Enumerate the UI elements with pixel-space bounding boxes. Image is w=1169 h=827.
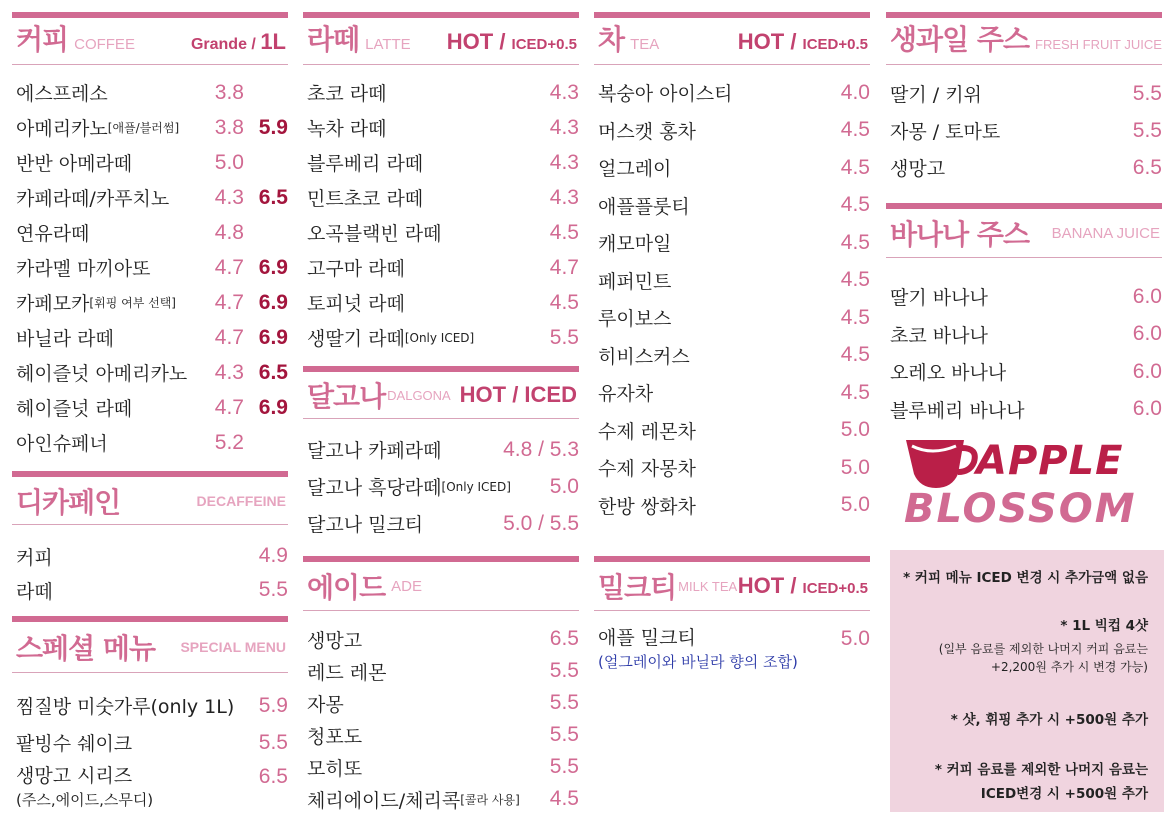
item-price: 4.5 [840, 380, 870, 404]
section-title: 에이드 [307, 571, 386, 604]
menu-item [12, 573, 288, 607]
menu-item [594, 623, 870, 671]
section-header [886, 18, 1162, 64]
item-name: 카페모카 [16, 293, 90, 315]
menu-item [886, 75, 1162, 112]
item-name: 블루베리 라떼 [307, 153, 424, 175]
menu-item [303, 110, 579, 145]
item-price: 5.0 / 5.5 [503, 511, 579, 535]
temperature-label: HOT / ICED [459, 382, 577, 407]
item-name: 초코 바나나 [890, 324, 988, 347]
item-price: 4.3 [549, 115, 579, 139]
item-name: 아인슈페너 [16, 433, 108, 455]
item-price: 6.0 [1132, 284, 1162, 308]
item-price: 5.2 [214, 430, 244, 454]
menu-item [303, 145, 579, 180]
menu-item [12, 390, 288, 425]
item-price: 4.3 [549, 150, 579, 174]
item-name: 아메리카노 [16, 118, 108, 140]
item-price: 4.3 [549, 185, 579, 209]
item-price: 4.5 [840, 305, 870, 329]
temperature-label: HOT / ICED+0.5 [737, 573, 868, 598]
item-name: 생망고 [890, 158, 946, 180]
item-price: 5.5 [549, 659, 579, 682]
menu-item [886, 353, 1162, 391]
item-price: 3.8 [214, 115, 244, 139]
section-subtitle: SPECIAL MENU [180, 639, 286, 655]
item-name: 고구마 라떼 [307, 258, 405, 280]
item-subnote: (얼그레이와 바닐라 향의 조합) [598, 653, 798, 671]
item-price: 6.0 [1132, 322, 1162, 346]
menu-item [594, 187, 870, 225]
tea-list [594, 65, 870, 524]
item-name: 유자차 [598, 383, 654, 406]
item-price: 5.5 [1132, 81, 1162, 105]
section-subtitle: MILK TEA [678, 578, 738, 594]
menu-item [886, 112, 1162, 149]
item-price: 4.7 [214, 290, 244, 314]
section-header [594, 562, 870, 610]
section-subtitle: TEA [630, 36, 660, 53]
item-name: 토피넛 라떼 [307, 293, 405, 315]
section-title: 디카페인 [16, 485, 121, 519]
menu-item [12, 320, 288, 355]
menu-item [12, 425, 288, 460]
size-label: Grande / 1L [190, 29, 286, 54]
section-header [303, 18, 579, 64]
item-price: 6.0 [1132, 359, 1162, 383]
special-list [12, 673, 288, 812]
section-title: 라떼 [307, 23, 360, 56]
section-title: 바나나 주스 [890, 218, 1029, 251]
item-name: 페퍼민트 [598, 270, 672, 293]
item-name: 카페라떼/카푸치노 [16, 188, 170, 210]
item-name: 모히또 [307, 757, 363, 780]
menu-item [886, 391, 1162, 429]
item-price-large: 6.9 [258, 290, 288, 314]
item-price: 4.7 [549, 255, 579, 279]
item-price: 5.5 [549, 325, 579, 349]
item-note: [콜라 사용] [460, 792, 520, 807]
item-name: 머스캣 홍차 [598, 120, 696, 143]
section-latte [303, 12, 579, 355]
item-name: 카라멜 마끼아또 [16, 258, 151, 280]
menu-item [303, 687, 579, 719]
juice-list [886, 65, 1162, 186]
item-name: 애플 밀크티 [598, 627, 696, 649]
item-name: 오곡블랙빈 라떼 [307, 223, 442, 245]
item-price: 4.5 [840, 193, 870, 217]
section-decaf [12, 471, 288, 607]
item-price: 4.3 [214, 185, 244, 209]
item-name: 팥빙수 쉐이크 [16, 733, 133, 755]
column-juice [886, 0, 1162, 802]
menu-item [12, 539, 288, 573]
menu-item [594, 74, 870, 112]
menu-item [12, 145, 288, 180]
item-price: 6.5 [258, 765, 288, 788]
section-header [303, 372, 579, 418]
item-name: 헤이즐넛 라떼 [16, 398, 133, 420]
menu-item [303, 655, 579, 687]
section-ade [303, 556, 579, 815]
item-price: 4.5 [840, 118, 870, 142]
item-price: 4.5 [549, 290, 579, 314]
item-price: 5.0 [214, 150, 244, 174]
menu-item [594, 337, 870, 375]
menu-item [886, 149, 1162, 186]
item-price: 5.5 [1132, 118, 1162, 142]
item-price: 5.5 [549, 691, 579, 714]
section-dalgona [303, 366, 579, 542]
item-name: 히비스커스 [598, 345, 690, 368]
item-name: 달고나 밀크티 [307, 514, 424, 536]
decaf-list [12, 525, 288, 607]
item-name: 연유라떼 [16, 223, 90, 245]
item-name: 딸기 / 키위 [890, 84, 982, 106]
note-other-drinks: * 커피 음료를 제외한 나머지 음료는 [934, 762, 1148, 778]
temperature-label: HOT / ICED+0.5 [737, 29, 868, 54]
note-big-cup: * 1L 빅컵 4샷 [1060, 618, 1148, 634]
menu-item [12, 215, 288, 250]
note-iced-coffee: * 커피 메뉴 ICED 변경 시 추가금액 없음 [903, 570, 1148, 586]
item-price: 5.5 [258, 730, 288, 754]
menu-item [886, 316, 1162, 354]
item-price: 5.9 [258, 693, 288, 717]
menu-item [303, 75, 579, 110]
column-latte [303, 0, 579, 812]
section-tea [594, 12, 870, 524]
item-name: 캐모마일 [598, 233, 672, 256]
note-other-drinks-iced: ICED변경 시 +500원 추가 [980, 786, 1148, 802]
item-price-large: 6.5 [258, 360, 288, 384]
section-juice [886, 12, 1162, 186]
banana-list [886, 258, 1162, 428]
menu-item [594, 374, 870, 412]
section-banana [886, 203, 1162, 428]
item-name: 딸기 바나나 [890, 287, 988, 310]
item-name: 생망고 시리즈 [16, 765, 133, 787]
item-name: 바닐라 라떼 [16, 328, 114, 350]
item-price: 4.3 [214, 360, 244, 384]
column-coffee [12, 0, 288, 809]
menu-item [594, 149, 870, 187]
menu-item [303, 623, 579, 655]
item-name: 블루베리 바나나 [890, 399, 1025, 422]
menu-item [303, 783, 579, 815]
item-price: 4.5 [840, 343, 870, 367]
item-name: 찜질방 미숫가루(only 1L) [16, 696, 235, 718]
menu-item [303, 751, 579, 783]
menu-item [12, 355, 288, 390]
menu-item [12, 724, 288, 761]
item-note: [Only ICED] [404, 330, 475, 345]
item-price: 4.5 [549, 220, 579, 244]
item-name: 생딸기 라떼 [307, 328, 405, 350]
item-price: 4.8 [214, 220, 244, 244]
item-price-large: 6.9 [258, 395, 288, 419]
menu-item [594, 487, 870, 525]
menu-item [12, 75, 288, 110]
section-subtitle: LATTE [365, 36, 411, 53]
menu-item [303, 215, 579, 250]
item-price: 4.8 / 5.3 [503, 437, 579, 461]
menu-item [303, 180, 579, 215]
menu-item [12, 285, 288, 320]
item-name: 수제 자몽차 [598, 458, 696, 481]
item-note: [Only ICED] [441, 479, 511, 494]
item-name: 커피 [16, 546, 53, 569]
item-price: 6.5 [549, 627, 579, 650]
note-big-cup-detail2: +2,200원 추가 시 변경 가능) [990, 660, 1148, 674]
section-title: 생과일 주스 [890, 23, 1029, 56]
menu-item [12, 761, 288, 812]
section-subtitle: DECAFFEINE [196, 492, 286, 509]
item-name: 체리에이드/체리콕 [307, 789, 461, 812]
menu-item [303, 468, 579, 505]
logo-line2: BLOSSOM [904, 486, 1137, 532]
item-name: 민트초코 라떼 [307, 188, 424, 210]
latte-list [303, 65, 579, 355]
menu-item [12, 110, 288, 145]
menu-item [594, 299, 870, 337]
menu-item [594, 449, 870, 487]
item-price: 6.5 [1132, 155, 1162, 179]
menu-item [303, 250, 579, 285]
section-header [303, 562, 579, 610]
section-milktea [594, 556, 870, 671]
item-name: 오레오 바나나 [890, 362, 1007, 385]
note-shot-whip: * 샷, 휘핑 추가 시 +500원 추가 [950, 712, 1148, 728]
item-name: 한방 쌍화차 [598, 495, 696, 518]
item-price: 5.5 [258, 578, 288, 601]
item-price: 4.5 [840, 268, 870, 292]
section-header [12, 622, 288, 672]
item-price: 4.9 [258, 544, 288, 567]
section-coffee [12, 12, 288, 460]
section-subtitle: BANANA JUICE [1051, 224, 1160, 242]
section-title: 달고나 [307, 380, 386, 413]
item-price: 4.0 [840, 80, 870, 104]
item-price: 5.0 [840, 455, 870, 479]
menu-item [594, 412, 870, 450]
section-header [886, 209, 1162, 257]
item-name: 루이보스 [598, 308, 672, 331]
temperature-label: HOT / ICED+0.5 [446, 29, 577, 54]
item-name: 달고나 흑당라떼 [307, 477, 442, 499]
section-header [12, 18, 288, 64]
section-title: 차 [598, 23, 625, 56]
section-subtitle: ADE [391, 577, 422, 595]
section-title: 밀크티 [598, 571, 677, 604]
milktea-list [594, 611, 870, 671]
item-name: 수제 레몬차 [598, 420, 696, 443]
item-price: 5.5 [549, 755, 579, 778]
item-price: 4.7 [214, 255, 244, 279]
item-name: 라떼 [16, 580, 53, 603]
dalgona-list [303, 419, 579, 542]
menu-item [303, 505, 579, 542]
column-tea [594, 0, 870, 671]
menu-item [594, 262, 870, 300]
menu-item [594, 224, 870, 262]
item-price: 4.5 [840, 230, 870, 254]
item-subnote: (주스,에이드,스무디) [16, 791, 154, 809]
menu-item [303, 320, 579, 355]
item-name: 자몽 / 토마토 [890, 121, 1001, 143]
notes-box [890, 550, 1164, 812]
item-price: 4.5 [840, 155, 870, 179]
item-price: 4.7 [214, 325, 244, 349]
menu-item [303, 719, 579, 751]
menu-item [303, 285, 579, 320]
item-price: 3.8 [214, 80, 244, 104]
item-name: 헤이즐넛 아메리카노 [16, 363, 188, 385]
menu-item [12, 180, 288, 215]
item-name: 애플플룻티 [598, 195, 690, 218]
section-special [12, 616, 288, 812]
item-price: 5.0 [549, 474, 579, 498]
brand-logo [902, 434, 1152, 534]
menu-item [303, 431, 579, 468]
item-name: 청포도 [307, 725, 363, 748]
section-subtitle: FRESH FRUIT JUICE [1035, 37, 1162, 52]
item-price-large: 6.9 [258, 255, 288, 279]
ade-list [303, 611, 579, 815]
item-name: 자몽 [307, 693, 344, 716]
item-price: 5.0 [840, 627, 870, 650]
item-name: 녹차 라떼 [307, 118, 387, 140]
item-note: [애플/블러썸] [107, 121, 180, 135]
item-price: 4.3 [549, 80, 579, 104]
item-price: 4.5 [549, 787, 579, 810]
item-name: 생망고 [307, 629, 363, 652]
section-subtitle: DALGONA [387, 387, 451, 403]
item-price: 5.5 [549, 723, 579, 746]
note-big-cup-detail1: (일부 음료를 제외한 나머지 커피 음료는 [938, 642, 1148, 656]
item-name: 에스프레소 [16, 83, 108, 105]
item-price: 5.0 [840, 493, 870, 517]
logo-line1: APPLE [976, 438, 1124, 484]
item-price: 5.0 [840, 418, 870, 442]
section-header [12, 477, 288, 524]
item-note: [휘핑 여부 선택] [89, 296, 176, 310]
item-name: 반반 아메라떼 [16, 153, 133, 175]
item-price: 4.7 [214, 395, 244, 419]
section-subtitle: COFFEE [74, 36, 135, 53]
section-title: 스페셜 메뉴 [16, 632, 155, 665]
item-name: 얼그레이 [598, 158, 672, 181]
item-price-large: 6.5 [258, 185, 288, 209]
item-price-large: 5.9 [258, 115, 288, 139]
section-header [594, 18, 870, 64]
item-name: 레드 레몬 [307, 661, 387, 684]
item-name: 복숭아 아이스티 [598, 83, 733, 106]
menu-item [12, 250, 288, 285]
menu-item [886, 278, 1162, 316]
menu-item [594, 112, 870, 150]
coffee-list [12, 65, 288, 460]
item-price: 6.0 [1132, 397, 1162, 421]
item-price-large: 6.9 [258, 325, 288, 349]
section-title: 커피 [16, 23, 69, 56]
item-name: 초코 라떼 [307, 83, 387, 105]
menu-item [12, 687, 288, 724]
item-name: 달고나 카페라떼 [307, 440, 442, 462]
